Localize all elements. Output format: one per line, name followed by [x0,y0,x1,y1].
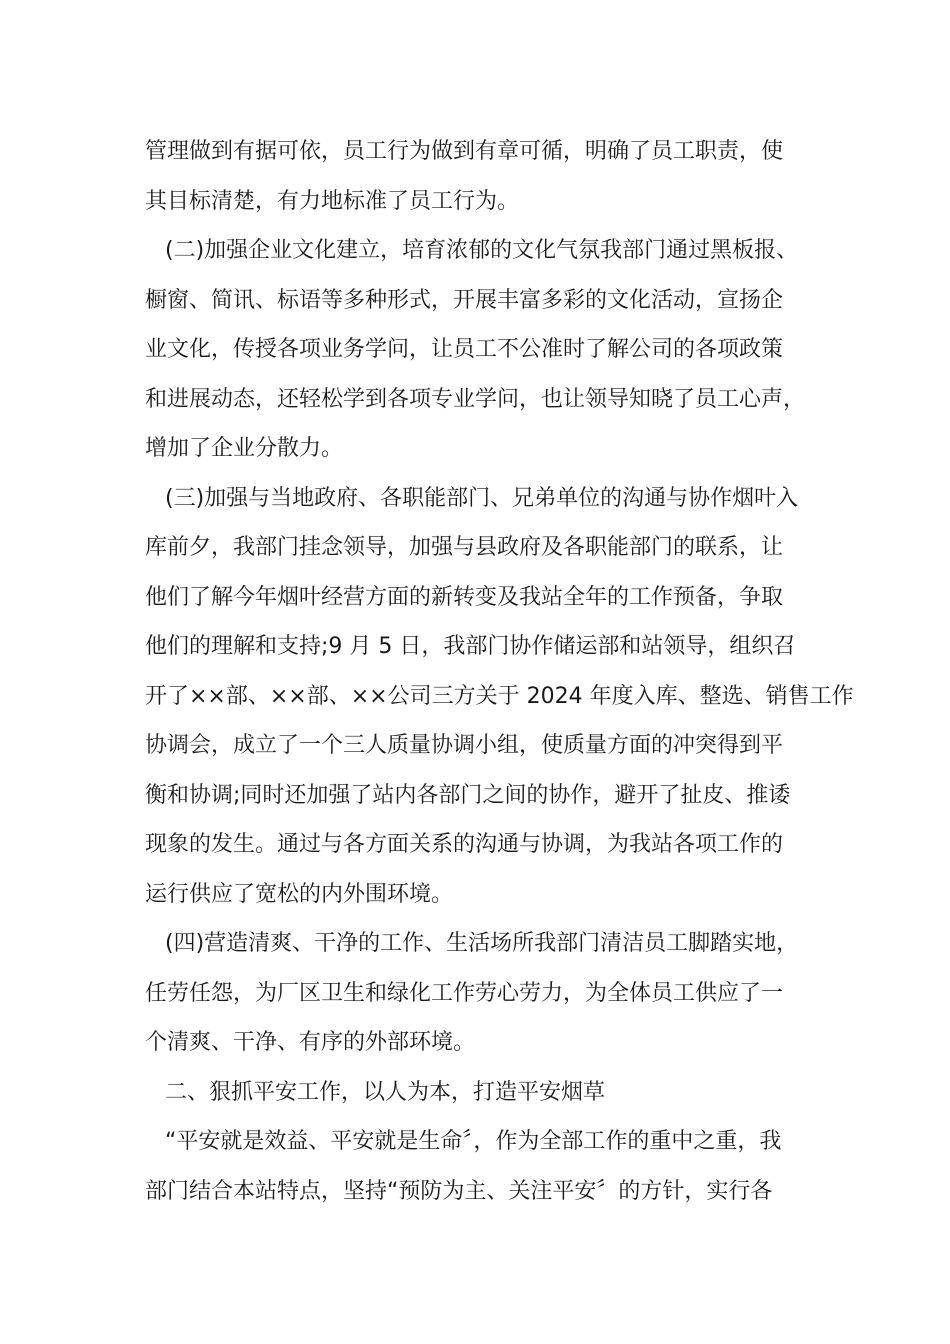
text-line: 任劳任怨，为厂区卫生和绿化工作劳心劳力，为全体员工供应了一 [145,980,784,1006]
document-body [145,127,854,1216]
text-line: 协调会，成立了一个三人质量协调小组，使质量方面的冲突得到平 [145,733,784,758]
text-line: 管理做到有据可依，员工行为做到有章可循，明确了员工职责，使 [145,139,784,164]
text-line: 现象的发生。通过与各方面关系的沟通与协调，为我站各项工作的 [145,832,784,857]
text-line: 部门结合本站特点，坚持“预防为主、关注平安〞的方针，实行各 [145,1178,773,1204]
text-line: 业文化，传授各项业务学问，让员工不公准时了解公司的各项政策 [145,337,784,362]
text-line: 增加了企业分散力。 [145,436,344,461]
text-line: 其目标清楚，有力地标准了员工行为。 [145,188,520,214]
text-line: 衡和协调;同时还加强了站内各部门之间的协作，避开了扯皮、推诿 [145,782,791,808]
section-heading: 二、狠抓平安工作，以人为本，打造平安烟草 [165,1079,606,1105]
text-line: 和进展动态，还轻松学到各项专业学问，也让领导知晓了员工心声， [145,386,806,412]
text-line: (四)营造清爽、干净的工作、生活场所我部门清洁员工脚踏实地， [165,931,799,956]
text-line: (三)加强与当地政府、各职能部门、兄弟单位的沟通与协作烟叶入 [165,485,799,511]
text-line: 运行供应了宽松的内外围环境。 [145,881,454,907]
text-line: (二)加强企业文化建立，培育浓郁的文化气氛我部门通过黑板报、 [165,238,799,263]
text-line: 个清爽、干净、有序的外部环境。 [145,1030,476,1055]
text-line: 库前夕，我部门挂念领导，加强与县政府及各职能部门的联系，让 [145,535,784,560]
text-line: 开了××部、××部、××公司三方关于 2024 年度入库、整选、销售工作 [145,683,854,709]
text-line: 橱窗、简讯、标语等多种形式，开展丰富多彩的文化活动，宣扬企 [145,287,784,313]
text-line: “平安就是效益、平安就是生命〞，作为全部工作的重中之重，我 [165,1129,782,1154]
text-line: 他们了解今年烟叶经营方面的新转变及我站全年的工作预备，争取 [145,584,784,610]
text-line: 他们的理解和支持;9 月 5 日，我部门协作储运部和站领导，组织召 [145,634,796,659]
